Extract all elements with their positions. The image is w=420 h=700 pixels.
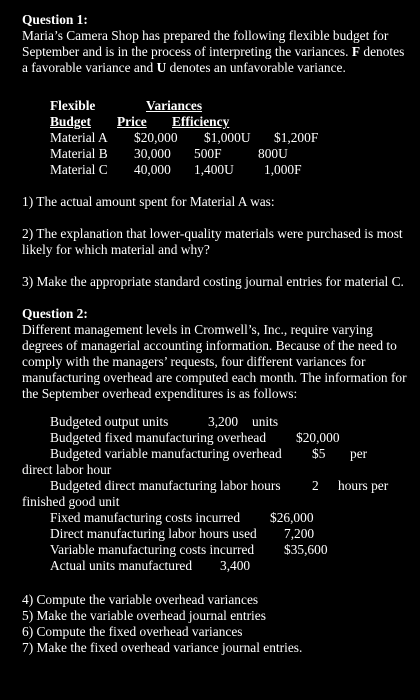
question-1-intro-part1: Maria’s Camera Shop has prepared the following flexible budget for September and is in the process of interpreting the variances.	[22, 28, 389, 59]
labor-hours-label: Budgeted direct manufacturing labor hours	[50, 478, 281, 493]
actual-units-value: 3,400	[220, 558, 251, 573]
row-price: $1,000U	[204, 130, 251, 145]
question-1-intro-part3: denotes an unfavorable variance.	[169, 60, 346, 75]
fixed-incurred-value: $26,000	[270, 510, 314, 525]
list-item: 5) Make the variable overhead journal entries	[22, 608, 266, 623]
question-1-part-2: 2) The explanation that lower-quality materials were purchased is most likely for which material and why?	[22, 226, 403, 257]
row-budget: $20,000	[134, 130, 178, 145]
list-item: 7) Make the fixed overhead variance journal entries.	[22, 640, 303, 655]
question-1-title: Question 1:	[22, 12, 88, 27]
question-1-part-1: 1) The actual amount spent for Material A was:	[22, 194, 275, 209]
labor-hours-value: 2	[312, 478, 319, 493]
question-1-intro	[22, 28, 410, 76]
list-item: 6) Compute the fixed overhead variances	[22, 624, 243, 639]
row-label: Material A	[50, 130, 108, 145]
labor-hours-used-label: Direct manufacturing labor hours used	[50, 526, 257, 541]
question-2-intro: Different management levels in Cromwell’s, Inc., require varying degrees of managerial accounting information. Because of the need to comply with the managers’ requests, four different variances for manufacturing overhead are computed each month. The information for the September overhead expenditures is as follows:	[22, 322, 407, 401]
row-label: Material B	[50, 146, 108, 161]
row-budget: 40,000	[134, 162, 171, 177]
budgeted-output-label: Budgeted output units	[50, 414, 169, 429]
variable-overhead-label: Budgeted variable manufacturing overhead	[50, 446, 282, 461]
row-efficiency: $1,200F	[274, 130, 319, 145]
variable-overhead-per: per	[350, 446, 368, 461]
row-efficiency: 800U	[258, 146, 288, 161]
actual-units-label: Actual units manufactured	[50, 558, 193, 573]
fixed-incurred-label: Fixed manufacturing costs incurred	[50, 510, 241, 525]
budgeted-output-value: 3,200	[208, 414, 239, 429]
question-2-title: Question 2:	[22, 306, 88, 321]
list-item: 4) Compute the variable overhead variances	[22, 592, 259, 607]
header-price: Price	[117, 114, 147, 129]
fixed-overhead-label: Budgeted fixed manufacturing overhead	[50, 430, 267, 445]
unfavorable-symbol: U	[156, 60, 167, 75]
labor-hours-cont: finished good unit	[22, 494, 120, 509]
variable-overhead-value: $5	[312, 446, 326, 461]
variable-incurred-value: $35,600	[284, 542, 328, 557]
question-1-intro-part2: denotes a favorable variance and	[22, 44, 405, 75]
fixed-overhead-value: $20,000	[296, 430, 340, 445]
variable-overhead-cont: direct labor hour	[22, 462, 112, 477]
header-variances: Variances	[146, 98, 203, 113]
favorable-symbol: F	[351, 44, 361, 59]
row-label: Material C	[50, 162, 108, 177]
row-efficiency: 1,000F	[264, 162, 302, 177]
variance-table	[50, 98, 410, 178]
header-budget: Budget	[50, 114, 91, 129]
row-price: 500F	[194, 146, 222, 161]
labor-hours-per: hours per	[338, 478, 389, 493]
header-flexible: Flexible	[50, 98, 96, 113]
row-budget: 30,000	[134, 146, 171, 161]
budgeted-output-unit: units	[252, 414, 279, 429]
header-efficiency: Efficiency	[172, 114, 230, 129]
row-price: 1,400U	[194, 162, 234, 177]
question-2-tasks	[22, 592, 410, 656]
document-page	[22, 12, 410, 656]
labor-hours-used-value: 7,200	[284, 526, 315, 541]
question-1-part-3: 3) Make the appropriate standard costing journal entries for material C.	[22, 274, 404, 289]
overhead-data	[22, 414, 410, 584]
variable-incurred-label: Variable manufacturing costs incurred	[50, 542, 255, 557]
